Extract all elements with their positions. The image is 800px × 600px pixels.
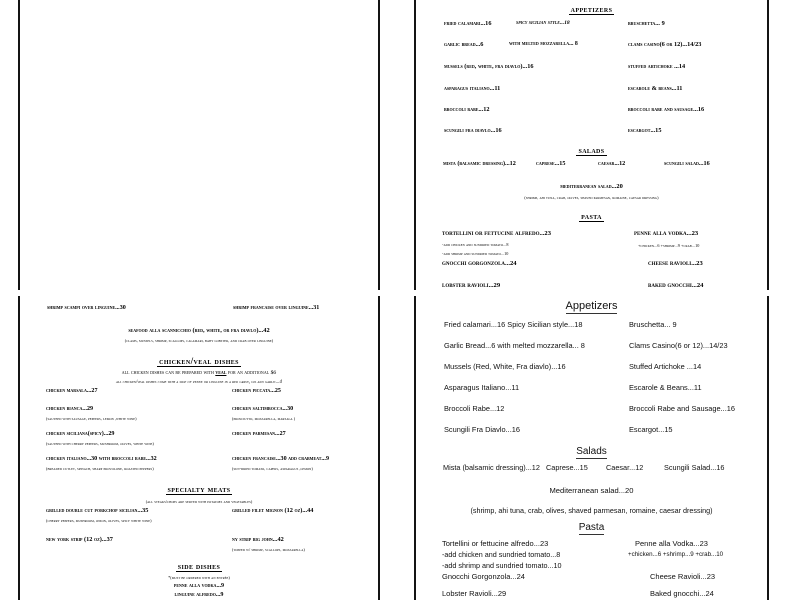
pasta-item: Baked gnocchi...24	[650, 589, 714, 598]
appetizer-note-text: with melted mozzarella... 8	[497, 341, 585, 350]
appetizers-heading-serif	[416, 4, 767, 14]
appetizer-row	[416, 63, 767, 87]
pasta-heading-sans-text: Pasta	[578, 522, 605, 533]
salads-heading-serif-text: salads	[578, 145, 605, 155]
salad-featured-serif: mediterranean salad...20	[560, 183, 623, 190]
chicken-item: chicken piccata...25	[232, 388, 281, 394]
chicken-item-desc: (sauteed with cherry peppers, mushroom, olives, white wine)	[46, 441, 154, 446]
appetizer-name: asparagus italiano...11	[444, 85, 501, 92]
seafood-featured-desc: (clams, mussels, shrimp, scallops, calamari, baby lobster, and crab over linguine)	[124, 338, 274, 343]
salad-item: Mista (balsamic dressing)...12	[443, 463, 540, 472]
page-appetizers-sans	[416, 296, 767, 600]
salad-item: caprese...15	[536, 160, 566, 167]
appetizer-name: Clams Casino(6 or 12)...14/23	[629, 341, 728, 350]
appetizer-name: Scungili Fra Diavlo...16	[444, 425, 520, 434]
appetizer-name-text: Fried calamari...16	[444, 320, 506, 329]
appetizer-name	[444, 320, 582, 329]
pasta-item-note: -add chicken and sundried tomato...8	[442, 242, 509, 247]
pasta-item: Penne alla Vodka...23	[635, 539, 708, 548]
page-border-left-inner	[378, 0, 380, 290]
meat-item-desc: (cherry peppers, mushroom, onion, olives, spicy white wine)	[46, 518, 152, 523]
salad-featured-desc-sans: (shrimp, ahi tuna, crab, olives, shaved parmesan, romaine, caesar dressing)	[470, 506, 713, 515]
appetizer-name: garlic bread...6	[444, 41, 484, 48]
chicken-item-desc: (sun-dried tomato, capers, asparagus ,lemon)	[232, 466, 313, 471]
pasta-item: gnocchi gorgonzola...24	[442, 260, 517, 267]
page-blank	[20, 0, 378, 290]
pasta-item: lobster ravioli...29	[442, 282, 501, 289]
appetizer-name: stuffed artichoke ...14	[628, 63, 686, 70]
chicken-veal-heading	[20, 356, 378, 366]
meat-item: grilled filet mignon (12 oz)...44	[232, 507, 314, 514]
appetizers-heading-sans	[416, 300, 767, 312]
appetizer-name: Asparagus Italiano...11	[444, 383, 520, 392]
appetizer-name: Escargot...15	[629, 425, 673, 434]
chicken-veal-heading-text: chicken/veal dishes	[159, 356, 239, 366]
pasta-item: Tortellini or fettucine alfredo...23	[442, 539, 549, 548]
appetizer-name: clams casino(6 or 12)...14/23	[628, 41, 702, 48]
chicken-item: chicken siciliana(spicy)...29	[46, 431, 115, 437]
meat-item-desc: (topped w/ shrimp, scallops, mozzarella)	[232, 547, 305, 552]
seafood-featured: seafood alla scannicchio (red, white, or fra diavlo)...42	[128, 327, 270, 334]
chicken-veal-note-emphasis: veal	[215, 370, 227, 376]
pasta-item: penne alla vodka...23	[634, 230, 699, 237]
appetizer-name: broccoli rabe...12	[444, 106, 490, 113]
side-dish-item: penne alla vodka...9	[173, 583, 225, 589]
salad-item: Scungili Salad...16	[664, 463, 725, 472]
side-dish-item: linguine alfredo...9	[174, 592, 224, 598]
chicken-item-desc: (prosciutto, mozzarella, marsala )	[232, 416, 296, 421]
salad-featured-desc-serif: (shrimp, ahi tuna, crab, olives, shaved parmesan, romaine, caesar dressing)	[524, 195, 659, 200]
pasta-heading-sans	[416, 522, 767, 533]
appetizer-name	[444, 341, 585, 350]
side-dishes-heading-text: side dishes	[177, 562, 221, 571]
salads-heading-serif	[416, 145, 767, 155]
page-border-right-inner-2	[767, 296, 769, 600]
pasta-item: tortellini or fettucine alfredo...23	[442, 230, 552, 237]
appetizer-name: escargot...15	[628, 127, 662, 134]
appetizer-name-text: Garlic Bread...6	[444, 341, 496, 350]
salad-item: caesar...12	[598, 160, 626, 167]
chicken-item: chicken italiano...30 with broccoli rabe...32	[46, 456, 157, 462]
meat-item: grilled double cut porkchop sicilian...35	[46, 507, 149, 514]
appetizer-name: scungili fra diavlo...16	[444, 127, 502, 134]
appetizer-name: Escarole & Beans...11	[629, 383, 702, 392]
appetizer-name: Mussels (Red, White, Fra diavlo)...16	[444, 362, 566, 371]
seafood-item-right: shrimp francaise over linguine...31	[233, 305, 320, 311]
pasta-item-note: -add shrimp and sundried tomato...10	[442, 251, 509, 256]
appetizer-name: broccoli rabe and sausage...16	[628, 106, 705, 113]
chicken-veal-note-2: all chicken/veal dishes come with a side of penne or linguine in a red gravy, oil and garlic...4	[116, 380, 282, 385]
salad-item: Caprese...15	[546, 463, 588, 472]
appetizer-name: Bruschetta... 9	[629, 320, 677, 329]
chicken-veal-note-post: for an additional $6	[226, 370, 277, 376]
chicken-item-desc: (breaded cutlet, spinach, sharp provolone, roasted peppers)	[46, 466, 154, 471]
appetizer-name: Broccoli Rabe...12	[444, 404, 505, 413]
page-appetizers-serif	[416, 0, 767, 290]
chicken-veal-note-1	[20, 370, 378, 376]
chicken-item: chicken saltimbocca...30	[232, 406, 294, 412]
appetizer-note-text: Spicy Sicilian style...18	[507, 320, 583, 329]
chicken-veal-note-pre: all chicken dishes can be prepared with	[121, 370, 216, 376]
appetizer-row	[416, 41, 767, 65]
page-border-left-inner-2	[378, 296, 380, 600]
side-dishes-heading	[20, 562, 378, 571]
pasta-item-note: -add shrimp and sundried tomato...10	[442, 561, 562, 570]
salad-item: mista (balsamic dressing)...12	[443, 160, 516, 167]
chicken-item: chicken parmesan...27	[232, 431, 286, 437]
chicken-item: chicken bianca...29	[46, 406, 94, 412]
salad-item: scungili salad...16	[664, 160, 710, 167]
pasta-item: Gnocchi Gorgonzola...24	[442, 572, 525, 581]
salad-featured-sans: Mediterranean salad...20	[549, 486, 634, 495]
pasta-item: Cheese Ravioli...23	[650, 572, 716, 581]
appetizer-name: Broccoli Rabe and Sausage...16	[629, 404, 736, 413]
chicken-item: chicken francaise...30 add crabmeat...9	[232, 456, 330, 462]
pasta-heading-serif-text: pasta	[581, 211, 602, 221]
salads-heading-sans-text: Salads	[576, 446, 607, 457]
pasta-item-note: +chicken...6 +shrimp...9 +crab...10	[628, 551, 724, 558]
pasta-heading-serif	[416, 211, 767, 221]
page-chicken-veal	[20, 296, 378, 600]
chicken-item: chicken marsala...27	[46, 388, 98, 394]
appetizer-name: fried calamari...16	[444, 20, 492, 27]
pasta-item-note: +chicken...6 +shrimp...9 +crab...10	[638, 243, 700, 248]
appetizer-name: escarole & beans...11	[628, 85, 683, 92]
page-border-right-inner	[767, 0, 769, 290]
pasta-item: baked gnocchi...24	[648, 282, 704, 289]
pasta-item-note: -add chicken and sundried tomato...8	[442, 550, 561, 559]
chicken-item-desc: (sauteed with sausage, peppers, lemon ,white wine)	[46, 416, 137, 421]
meat-item: new york strip (12 oz)...37	[46, 536, 113, 543]
appetizer-name: mussels (red, white, fra diavlo)...16	[444, 63, 534, 70]
side-dishes-note: *(must be ordered with an entrée)	[168, 575, 230, 580]
appetizers-heading-serif-text: appetizers	[570, 4, 613, 14]
meat-item: ny strip big john...42	[232, 536, 284, 543]
pasta-item: Lobster Ravioli...29	[442, 589, 507, 598]
salads-heading-sans	[416, 446, 767, 457]
appetizers-heading-sans-text: Appetizers	[565, 300, 618, 312]
pasta-item: cheese ravioli...23	[648, 260, 703, 267]
appetizer-note: with melted mozzarella... 8	[509, 41, 578, 47]
salad-item: Caesar...12	[606, 463, 644, 472]
seafood-item-left: shrimp scampi over linguine...30	[47, 305, 126, 311]
appetizer-name: Stuffed Artichoke ...14	[629, 362, 702, 371]
specialty-meats-heading-text: specialty meats	[167, 484, 231, 494]
specialty-meats-heading	[20, 484, 378, 494]
specialty-meats-note: (all steaks/chops are served with potatoes and vegetables)	[145, 499, 253, 504]
appetizer-note: spicy sicilian style...18	[516, 20, 570, 26]
appetizer-name: bruschetta... 9	[628, 20, 665, 27]
